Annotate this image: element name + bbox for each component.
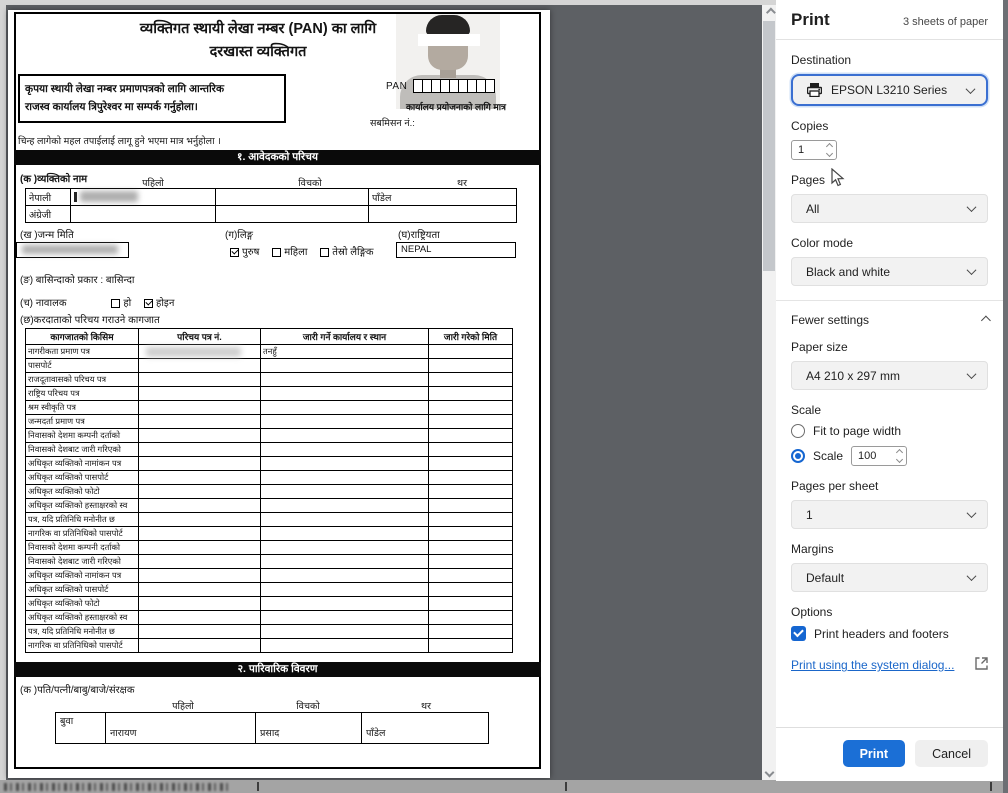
doc-col-date: जारी गरेको मिति: [429, 329, 513, 345]
doc-row-idno[interactable]: [139, 443, 261, 457]
scale-option[interactable]: [791, 446, 988, 466]
gender-option-male[interactable]: पुरुष: [230, 247, 259, 258]
gender-label: (ग)लिङ्ग: [225, 230, 253, 241]
doc-row-idno[interactable]: [139, 387, 261, 401]
next-sheet-line: [565, 782, 567, 791]
doc-row-date[interactable]: [429, 625, 513, 639]
destination-label: Destination: [791, 53, 852, 67]
doc-row-idno[interactable]: [139, 359, 261, 373]
table-row: [26, 541, 513, 555]
family-middle-name[interactable]: प्रसाद: [256, 713, 362, 744]
doc-row-office[interactable]: [261, 359, 429, 373]
doc-row-label: पत्र, यदि प्रतिनिधि मनोनीत छ: [26, 625, 139, 639]
preview-scrollbar[interactable]: [762, 5, 776, 780]
doc-row-idno[interactable]: [139, 513, 261, 527]
scroll-up-icon[interactable]: [762, 5, 776, 20]
doc-row-date[interactable]: [429, 443, 513, 457]
doc-row-office[interactable]: [261, 527, 429, 541]
fewer-settings-toggle[interactable]: [776, 301, 1003, 327]
doc-row-date[interactable]: [429, 597, 513, 611]
gender-options: [230, 244, 384, 258]
contact-note-line2: राजस्व कार्यालय त्रिपुरेश्वर मा सम्पर्क गर्नुहोला।: [25, 101, 198, 114]
table-row: [26, 485, 513, 499]
margins-select[interactable]: [791, 563, 988, 592]
resident-type-label: (ङ) बासिन्दाको प्रकार : बासिन्दा: [20, 275, 135, 286]
doc-row-idno[interactable]: [139, 485, 261, 499]
doc-row-office[interactable]: [261, 429, 429, 443]
name-col-middle: विचको: [298, 178, 322, 189]
doc-row-date[interactable]: [429, 541, 513, 555]
doc-row-label: नागरिक वा प्रतिनिधिको पासपोर्ट: [26, 639, 139, 653]
table-row: [26, 373, 513, 387]
guardian-label: (क )पति/पत्नी/बाबु/बाजे/संरक्षक: [20, 685, 135, 696]
doc-row-office[interactable]: [261, 457, 429, 471]
doc-row-idno[interactable]: [139, 625, 261, 639]
name-row1-surname[interactable]: पाँडेल: [369, 189, 517, 206]
doc-row-date[interactable]: [429, 485, 513, 499]
panel-title: Print: [791, 10, 830, 29]
doc-row-office[interactable]: [261, 555, 429, 569]
doc-row-label: अधिकृत व्यक्तिको नामांकन पत्र: [26, 569, 139, 583]
paper-size-label: Paper size: [791, 340, 848, 354]
scale-option-label: Scale: [813, 449, 844, 463]
table-row: [26, 527, 513, 541]
section1-header-bar: १. आवेदकको परिचय: [14, 150, 541, 165]
window-border: [1003, 0, 1008, 793]
next-sheet-line: [257, 782, 259, 791]
doc-row-office[interactable]: [261, 415, 429, 429]
checkbox-third-gender-icon[interactable]: [320, 248, 329, 257]
minor-row: [20, 295, 184, 309]
doc-col-idno: परिचय पत्र नं.: [139, 329, 261, 345]
table-row: [26, 513, 513, 527]
family-table: [55, 712, 489, 744]
name-col-surname: थर: [457, 178, 467, 189]
family-col-middle: विचको: [296, 701, 320, 712]
doc-col-office: जारी गर्ने कार्यालय र स्थान: [261, 329, 429, 345]
margins-label: Margins: [791, 542, 834, 556]
table-row: [26, 206, 517, 223]
step-up-icon[interactable]: [896, 449, 903, 456]
doc-row-office[interactable]: [261, 499, 429, 513]
scale-input[interactable]: [851, 446, 907, 466]
checkbox-minor-yes-icon[interactable]: [111, 299, 120, 308]
table-row: [26, 583, 513, 597]
doc-row-idno[interactable]: [139, 429, 261, 443]
fit-to-page-label: Fit to page width: [813, 424, 902, 438]
doc-row-label: नागरीकता प्रमाण पत्र: [26, 345, 139, 359]
doc-row-label: नागरिक वा प्रतिनिधिको पासपोर्ट: [26, 527, 139, 541]
pan-label: PAN: [386, 81, 408, 92]
table-row: [56, 713, 489, 744]
doc-row-label: अधिकृत व्यक्तिको हस्ताक्षरको स्व: [26, 499, 139, 513]
table-row: [26, 443, 513, 457]
scrollbar-thumb[interactable]: [763, 21, 775, 271]
doc-row-office[interactable]: [261, 569, 429, 583]
checkbox-minor-no-checked-icon[interactable]: [144, 299, 153, 308]
redacted-first-name: [80, 191, 138, 202]
doc-row-date[interactable]: [429, 457, 513, 471]
family-col-first: पहिलो: [172, 701, 194, 712]
doc-row-label: अधिकृत व्यक्तिको नामांकन पत्र: [26, 457, 139, 471]
table-row: [26, 359, 513, 373]
document-page: [8, 10, 550, 778]
doc-row-date[interactable]: [429, 387, 513, 401]
doc-row-date[interactable]: [429, 527, 513, 541]
doc-row-label: पासपोर्ट: [26, 359, 139, 373]
table-row: [26, 429, 513, 443]
panel-footer: [776, 727, 1003, 781]
name-row2-first[interactable]: [71, 206, 216, 223]
documents-table-body: [26, 345, 513, 653]
table-row: [26, 345, 513, 359]
table-row: [26, 625, 513, 639]
name-row2-middle[interactable]: [216, 206, 369, 223]
name-field-label: (क )व्यक्तिको नाम: [20, 174, 88, 185]
print-button[interactable]: Print: [843, 740, 905, 767]
photo-redaction-bar: [418, 34, 480, 46]
documents-table: [25, 328, 513, 653]
photo-hair: [426, 15, 470, 35]
copies-value[interactable]: 1: [798, 144, 805, 156]
doc-row-label: श्रम स्वीकृति पत्र: [26, 401, 139, 415]
step-down-icon[interactable]: [826, 150, 833, 157]
printer-icon: [807, 83, 822, 97]
color-mode-select[interactable]: [791, 257, 988, 286]
name-row1-middle[interactable]: [216, 189, 369, 206]
doc-row-office[interactable]: [261, 401, 429, 415]
doc-row-idno[interactable]: [139, 569, 261, 583]
doc-row-idno[interactable]: [139, 457, 261, 471]
system-dialog-row: [776, 641, 1003, 673]
doc-row-date[interactable]: [429, 415, 513, 429]
family-col-surname: थर: [421, 701, 431, 712]
mouse-cursor-icon: [831, 168, 845, 193]
checkbox-female-icon[interactable]: [272, 248, 281, 257]
name-row2-lang: अंग्रेजी: [26, 206, 71, 223]
scale-value[interactable]: 100: [858, 450, 877, 462]
chevron-down-icon: [967, 508, 977, 518]
doc-row-office[interactable]: [261, 443, 429, 457]
doc-row-label: निवासको देशबाट जारी गरिएको: [26, 555, 139, 569]
doc-row-label: राजदूतावासको परिचय पत्र: [26, 373, 139, 387]
doc-row-label: निवासको देशमा कम्पनी दर्ताको: [26, 429, 139, 443]
paper-size-value: A4 210 x 297 mm: [806, 368, 901, 383]
doc-row-label: पत्र, यदि प्रतिनिधि मनोनीत छ: [26, 513, 139, 527]
chevron-down-icon: [967, 369, 977, 379]
headers-footers-label: Print headers and footers: [814, 626, 949, 641]
doc-row-idno[interactable]: [139, 639, 261, 653]
table-row: [26, 611, 513, 625]
doc-row-office[interactable]: [261, 625, 429, 639]
pages-per-sheet-select[interactable]: [791, 500, 988, 529]
documents-section-label: (छ)करदाताको परिचय गराउने कागजात: [20, 315, 160, 326]
doc-row-date[interactable]: [429, 555, 513, 569]
name-row2-surname[interactable]: [369, 206, 517, 223]
margins-value: Default: [806, 570, 845, 585]
pages-per-sheet-value: 1: [806, 507, 813, 522]
doc-row-label: निवासको देशमा कम्पनी दर्ताको: [26, 541, 139, 555]
submission-number-label: सबमिसन नं.:: [370, 118, 415, 129]
doc-row-date[interactable]: [429, 471, 513, 485]
doc-row-date[interactable]: [429, 373, 513, 387]
table-row: [26, 555, 513, 569]
doc-row-label: निवासको देशबाट जारी गरिएको: [26, 443, 139, 457]
next-sheet-line: [990, 782, 992, 791]
chevron-up-icon: [981, 315, 991, 325]
redacted-dob: [22, 245, 118, 254]
stepper-icons[interactable]: [897, 450, 906, 462]
headers-footers-option[interactable]: [791, 626, 988, 641]
doc-row-office[interactable]: [261, 513, 429, 527]
fit-to-page-option[interactable]: [791, 424, 988, 438]
doc-row-office[interactable]: [261, 639, 429, 653]
doc-row-date[interactable]: [429, 569, 513, 583]
doc-row-office[interactable]: [261, 373, 429, 387]
pan-digit-box[interactable]: [485, 79, 495, 93]
scale-label: Scale: [791, 403, 822, 417]
doc-row-date[interactable]: [429, 639, 513, 653]
checkbox-male-checked-icon[interactable]: [230, 248, 239, 257]
cancel-button[interactable]: Cancel: [915, 740, 988, 767]
table-row: [26, 597, 513, 611]
doc-row-idno[interactable]: [139, 555, 261, 569]
doc-row-label: अधिकृत व्यक्तिको पासपोर्ट: [26, 471, 139, 485]
table-row: [26, 387, 513, 401]
paper-size-select[interactable]: [791, 361, 988, 390]
pages-label: Pages: [791, 173, 826, 187]
name-col-first: पहिलो: [142, 178, 164, 189]
doc-row-label: अधिकृत व्यक्तिको पासपोर्ट: [26, 583, 139, 597]
doc-row-label: अधिकृत व्यक्तिको फोटो: [26, 597, 139, 611]
pages-value: All: [806, 201, 820, 216]
family-surname[interactable]: पाँडेल: [362, 713, 489, 744]
doc-row-idno[interactable]: [139, 611, 261, 625]
table-row: [26, 639, 513, 653]
doc-row-idno[interactable]: [139, 527, 261, 541]
dob-label: (ख )जन्म मिति: [20, 230, 74, 241]
doc-row-idno[interactable]: [139, 499, 261, 513]
pages-select[interactable]: [791, 194, 988, 223]
redacted-name-mark: [74, 192, 77, 202]
gender-option-female[interactable]: महिला: [272, 247, 307, 258]
panel-header: [776, 0, 1003, 40]
redacted-id-number: [146, 347, 241, 357]
doc-row-date[interactable]: [429, 583, 513, 597]
doc-row-office[interactable]: [261, 541, 429, 555]
doc-row-office[interactable]: [261, 583, 429, 597]
doc-row-date[interactable]: [429, 401, 513, 415]
doc-row-idno[interactable]: [139, 597, 261, 611]
table-header-row: [26, 329, 513, 345]
pages-per-sheet-label: Pages per sheet: [791, 479, 879, 493]
radio-unselected-icon[interactable]: [791, 424, 805, 438]
nationality-label: (घ)राष्ट्रियता: [398, 230, 440, 241]
copies-input[interactable]: [791, 140, 837, 160]
sheets-count: 3 sheets of paper: [902, 16, 988, 28]
options-label: Options: [791, 605, 833, 619]
minor-option-no[interactable]: होइन: [144, 298, 174, 309]
contact-note-box: [18, 74, 286, 123]
doc-row-label: जन्मदर्ता प्रमाण पत्र: [26, 415, 139, 429]
table-row: [26, 569, 513, 583]
scroll-down-icon[interactable]: [762, 765, 776, 780]
doc-row-date[interactable]: [429, 499, 513, 513]
table-row: [26, 457, 513, 471]
doc-col-kind: कागजातको किसिम: [26, 329, 139, 345]
fewer-settings-label: Fewer settings: [791, 313, 870, 327]
table-row: [26, 499, 513, 513]
section2-header-bar: २. पारिवारिक विवरण: [14, 662, 541, 677]
gender-option-third[interactable]: तेस्रो लैङ्गिक: [320, 247, 373, 258]
doc-row-date[interactable]: [429, 345, 513, 359]
minor-option-yes[interactable]: हो: [111, 298, 131, 309]
form-title-line2: दरखास्त व्यक्तिगत: [209, 44, 307, 61]
color-mode-label: Color mode: [791, 236, 854, 250]
doc-row-date[interactable]: [429, 611, 513, 625]
family-relation: बुवा: [56, 713, 106, 744]
doc-row-label: अधिकृत व्यक्तिको हस्ताक्षरको स्व: [26, 611, 139, 625]
print-settings-panel: [776, 0, 1003, 781]
doc-row-idno[interactable]: [139, 541, 261, 555]
radio-selected-icon[interactable]: [791, 449, 805, 463]
doc-row-office[interactable]: [261, 471, 429, 485]
chevron-down-icon: [967, 265, 977, 275]
next-sheet-header-text: [4, 783, 229, 791]
copies-label: Copies: [791, 119, 829, 133]
family-first-name[interactable]: नारायण: [106, 713, 256, 744]
doc-row-office[interactable]: [261, 485, 429, 499]
destination-value: EPSON L3210 Series: [831, 83, 948, 97]
chevron-down-icon: [967, 571, 977, 581]
table-row: [26, 401, 513, 415]
checkbox-checked-icon[interactable]: [791, 626, 806, 641]
print-preview-area: [6, 5, 762, 780]
system-dialog-link[interactable]: Print using the system dialog...: [791, 658, 955, 672]
doc-row-office[interactable]: [261, 597, 429, 611]
name-row1-lang: नेपाली: [26, 189, 71, 206]
doc-row-idno[interactable]: [139, 373, 261, 387]
doc-row-office[interactable]: [261, 387, 429, 401]
destination-select[interactable]: [791, 74, 988, 106]
nationality-input-box[interactable]: NEPAL: [396, 242, 516, 258]
doc-row-idno[interactable]: [139, 415, 261, 429]
color-mode-value: Black and white: [806, 264, 891, 279]
doc-row-idno[interactable]: [139, 401, 261, 415]
chevron-down-icon: [966, 84, 976, 94]
external-link-icon: [975, 657, 988, 673]
doc-row-office[interactable]: तनहुँ: [261, 345, 429, 359]
doc-row-idno[interactable]: [139, 471, 261, 485]
doc-row-label: राष्ट्रिय परिचय पत्र: [26, 387, 139, 401]
applicant-photo: [396, 14, 500, 109]
form-title-line1: व्यक्तिगत स्थायी लेखा नम्बर (PAN) का लागि: [139, 21, 377, 37]
doc-row-date[interactable]: [429, 513, 513, 527]
doc-row-date[interactable]: [429, 359, 513, 373]
chevron-down-icon: [967, 202, 977, 212]
step-down-icon[interactable]: [896, 456, 903, 463]
doc-row-label: अधिकृत व्यक्तिको फोटो: [26, 485, 139, 499]
minor-label: (च) नावालक: [20, 298, 67, 309]
office-use-note: कार्यालय प्रयोजनाको लागि मात्र: [405, 102, 507, 112]
table-row: [26, 415, 513, 429]
doc-row-office[interactable]: [261, 611, 429, 625]
doc-row-date[interactable]: [429, 429, 513, 443]
stepper-icons[interactable]: [827, 144, 836, 156]
doc-row-idno[interactable]: [139, 583, 261, 597]
pan-number-boxes: [414, 79, 495, 93]
contact-note-line1: कृपया स्थायी लेखा नम्बर प्रमाणपत्रको लागि आन्तरिक: [25, 83, 225, 95]
instruction-note: चिन्ह लागेको महल तपाईलाई लागू हुने भएमा मात्र भर्नुहोला ।: [18, 136, 221, 147]
table-row: [26, 471, 513, 485]
